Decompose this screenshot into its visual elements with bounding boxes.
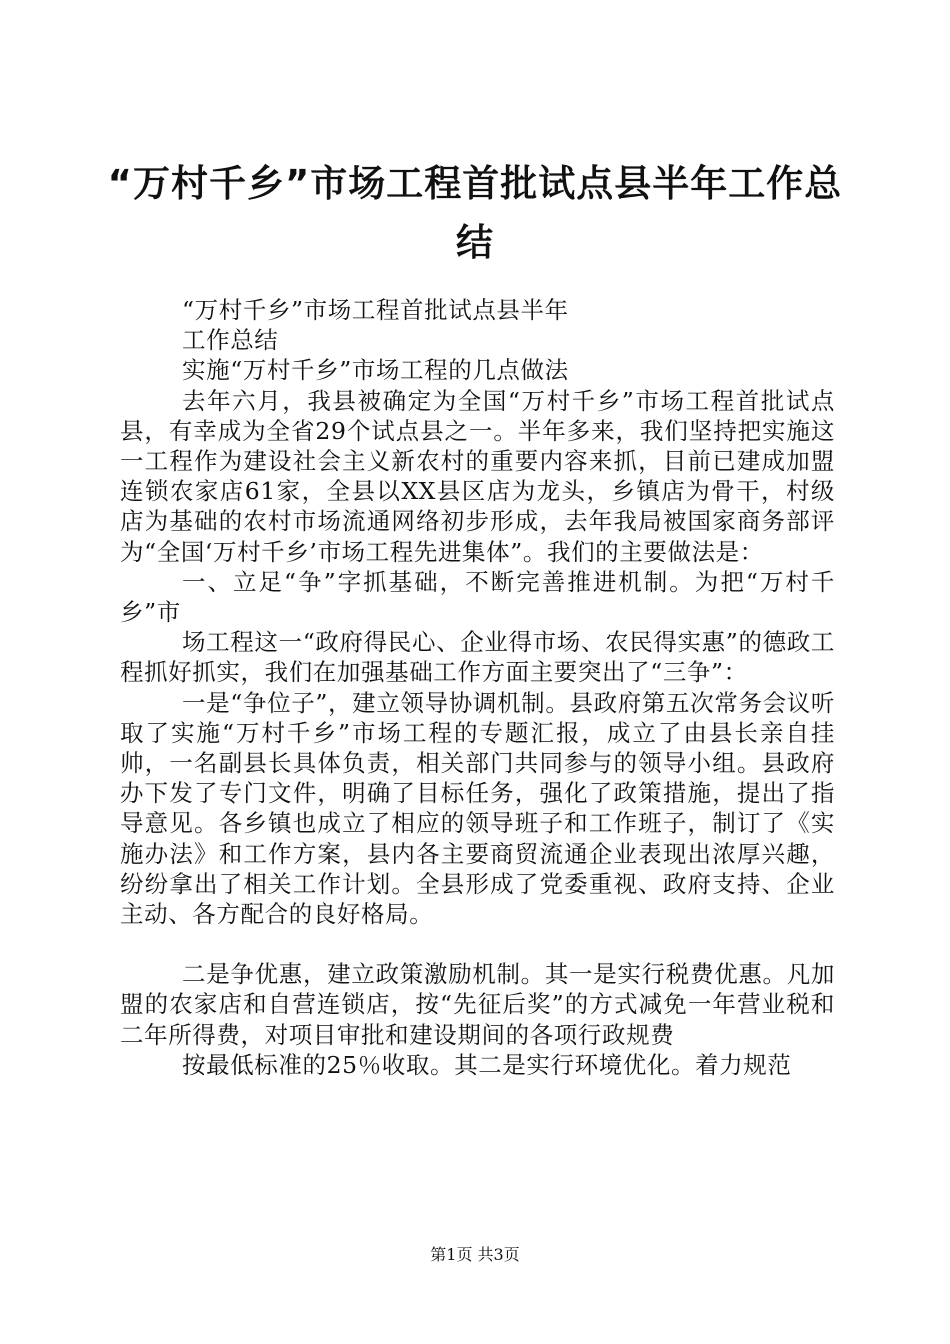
document-title-line-2: 结 (456, 221, 494, 264)
document-title-line-1: “万村千乡”市场工程首批试点县半年工作总 (107, 162, 843, 205)
paragraph-heading: 实施“万村千乡”市场工程的几点做法 (182, 356, 569, 385)
paragraph-section-1: 一、立足“争”字抓基础，不断完善推进机制。为把“万村千乡”市 (120, 567, 835, 627)
paragraph-subtitle-2: 工作总结 (182, 326, 279, 355)
paragraph-point-2: 二是争优惠，建立政策激励机制。其一是实行税费优惠。凡加盟的农家店和自营连锁店，按“先征后奖”的方式减免一年营业税和二年所得费，对项目审批和建设期间的各项行政规费 (120, 960, 835, 1049)
paragraph-intro: 去年六月，我县被确定为全国“万村千乡”市场工程首批试点县，有幸成为全省29个试点县之一。半年多来，我们坚持把实施这一工程作为建设社会主义新农村的重要内容来抓，目前已建成加盟连锁农家店61家，全县以XX县区店为龙头，乡镇店为骨干，村级店为基础的农村市场流通网络初步形成，去年我局被国家商务部评为“全国‘万村千乡’市场工程先进集体”。我们的主要做法是： (120, 386, 835, 566)
document-body (120, 295, 835, 1080)
paragraph-section-1-cont: 场工程这一“政府得民心、企业得市场、农民得实惠”的德政工程抓好抓实，我们在加强基础工作方面主要突出了“三争”： (120, 628, 835, 687)
paragraph-point-2-cont: 按最低标准的25％收取。其二是实行环境优化。着力规范 (182, 1050, 792, 1079)
paragraph-point-1: 一是“争位子”，建立领导协调机制。县政府第五次常务会议听取了实施“万村千乡”市场工程的专题汇报，成立了由县长亲自挂帅，一名副县长具体负责，相关部门共同参与的领导小组。县政府办下发了专门文件，明确了目标任务，强化了政策措施，提出了指导意见。各乡镇也成立了相应的领导班子和工作班子，制订了《实施办法》和工作方案，县内各主要商贸流通企业表现出浓厚兴趣，纷纷拿出了相关工作计划。全县形成了党委重视、政府支持、企业主动、各方配合的良好格局。 (120, 688, 835, 929)
page-number-footer: 第1页 共3页 (430, 1245, 520, 1264)
paragraph-subtitle-1: “万村千乡”市场工程首批试点县半年 (182, 296, 569, 324)
